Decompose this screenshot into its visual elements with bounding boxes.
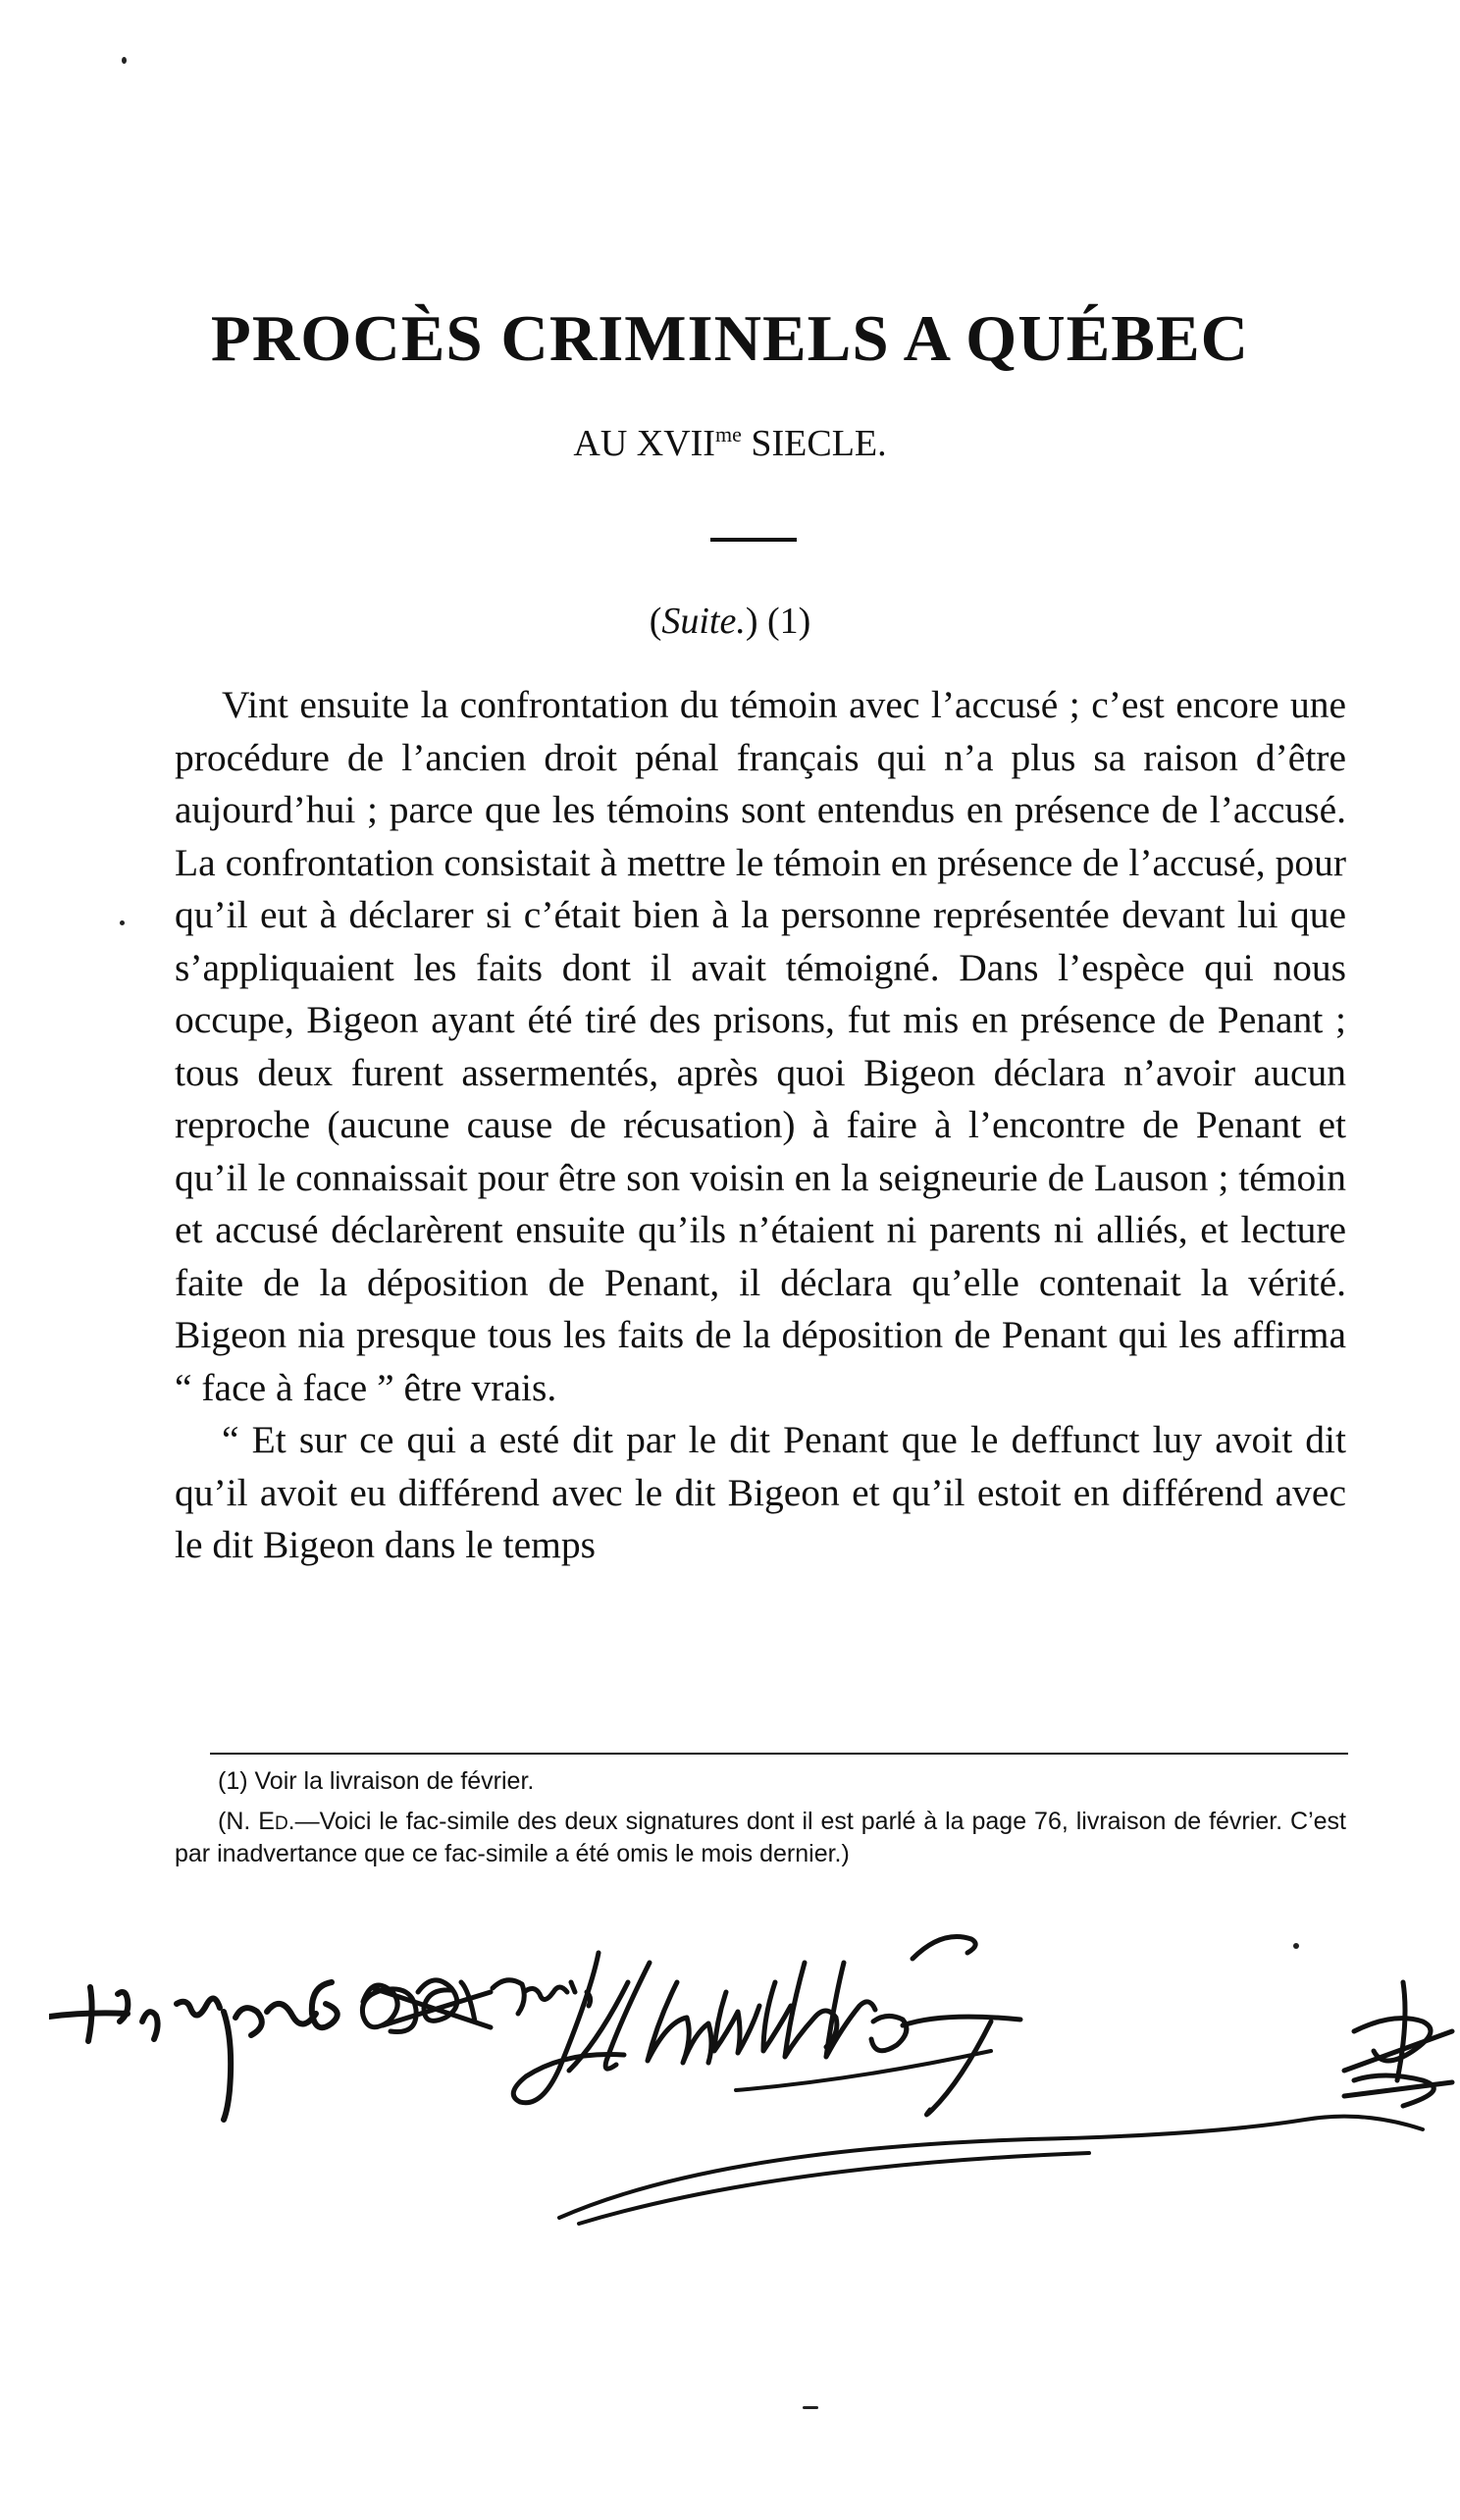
signature-penant (49, 1982, 338, 2120)
footnote-2-text: .—Voici le fac-simile des deux signatures dont il est parlé à la page 76, livraison de février. C’est par inadvertance que ce fac-simile a été omis le mois dernier.) (175, 1808, 1346, 1867)
page-speck (120, 920, 125, 925)
footnotes (175, 1766, 1346, 1869)
suite-label: Suite. (661, 601, 746, 642)
continuation-heading: (Suite.) (1) (649, 601, 811, 642)
footnote-1: (1) Voir la livraison de février. (218, 1767, 535, 1795)
footnote-2-prefix: (N. E (218, 1808, 275, 1835)
signature-chartier (513, 1937, 1452, 2116)
subtitle-prefix: AU XVII (573, 423, 715, 464)
signature-underline-flourish (559, 2051, 1423, 2224)
body-text (175, 679, 1346, 1572)
page-subtitle (0, 424, 1460, 462)
footnote-2 (175, 1807, 1346, 1869)
paragraph-1: Vint ensuite la confrontation du témoin avec l’accusé ; c’est encore une procédure de l’ancien droit pénal français qui n’a plus sa raison d’être aujourd’hui ; parce que les témoins sont entendus en présence de l’accusé. La confrontation consistait à mettre le témoin en présence de l’accusé, pour qu’il eut à déclarer si c’était bien à la personne représentée devant lui que s’appliquaient les faits dont il avait témoigné. Dans l’espèce qui nous occupe, Bigeon ayant été tiré des prisons, fut mis en présence de Penant ; tous deux furent assermentés, après quoi Bigeon déclara n’avoir aucun reproche (aucune cause de récusation) à faire à l’encontre de Penant et qu’il le connaissait pour être son voisin en la seigneurie de Lauson ; témoin et accusé déclarèrent ensuite qu’ils n’étaient ni parents ni alliés, et lecture faite de la déposition de Penant, il déclara qu’elle contenait la vérité. Bigeon nia presque tous les faits de la déposition de Penant qui les affirma “ face à face ” être vrais. (175, 683, 1346, 1409)
subtitle-suffix: SIECLE. (741, 423, 887, 464)
page-title: PROCÈS CRIMINELS A QUÉBEC (210, 302, 1250, 375)
footnote-divider (210, 1753, 1348, 1755)
page-speck (803, 2406, 818, 2409)
page-speck (122, 57, 127, 64)
paragraph-2: “ Et sur ce qui a esté dit par le dit Penant que le deffunct luy avoit dit qu’il avoit eu différend avec le dit Bigeon et qu’il estoit en différend avec le dit Bigeon dans le temps (175, 1418, 1346, 1566)
signature-facsimile (49, 1923, 1460, 2237)
suite-note-ref: (1) (766, 601, 811, 642)
subtitle-superscript: me (714, 422, 742, 446)
footnote-2-smallcaps: D (274, 1813, 288, 1834)
signature-flourish (362, 1980, 590, 2032)
page-speck (1293, 1943, 1299, 1949)
title-divider (710, 538, 797, 542)
